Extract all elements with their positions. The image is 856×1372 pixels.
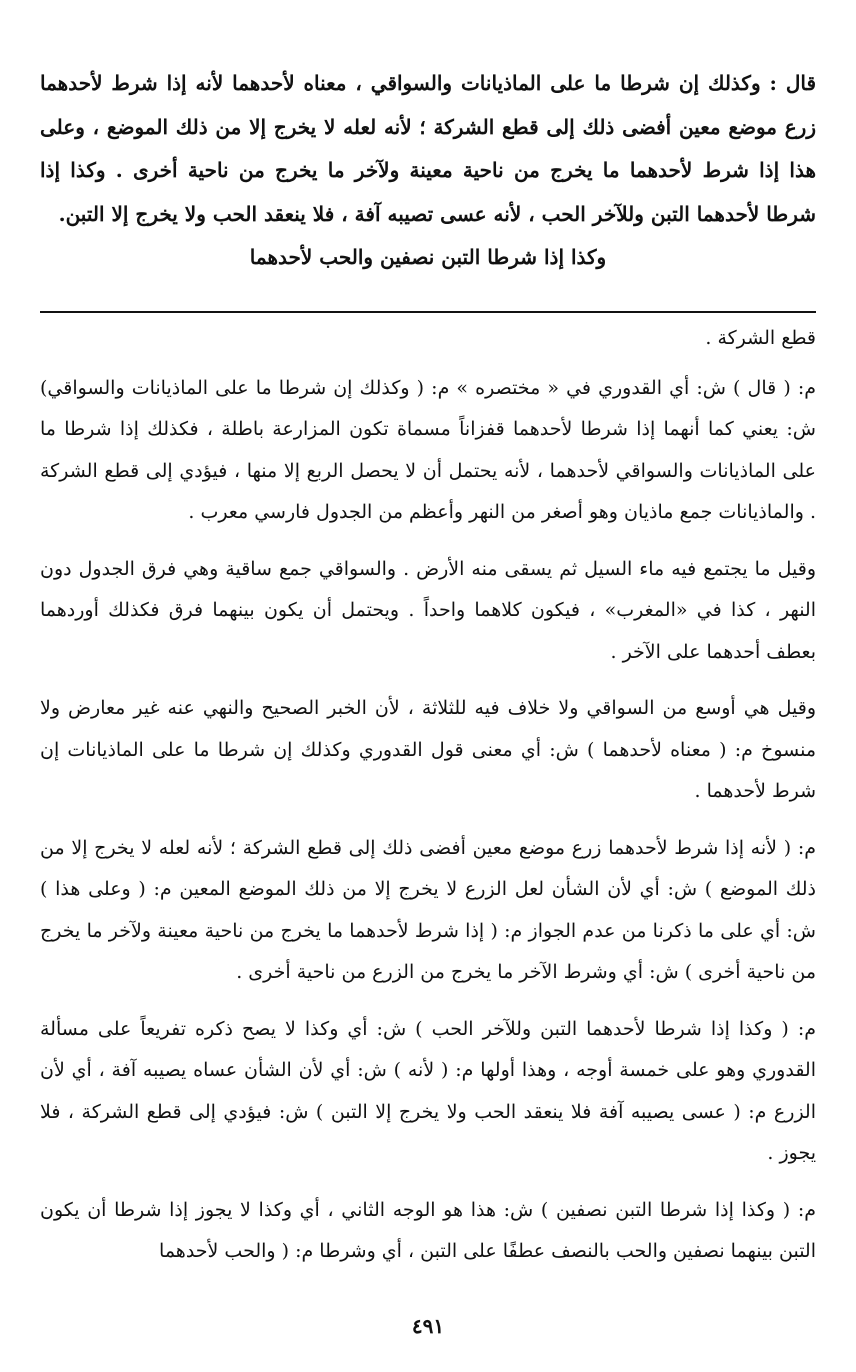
commentary-paragraph: م: ( لأنه إذا شرط لأحدهما زرع موضع معين أفضى ذلك إلى قطع الشركة ؛ لأنه لعله لا يخرج إلا من ذلك الموضع ) ش: أي لأن الشأن لعل الزرع لا يخرج إلا من ذلك الموضع المعين م: ( وعلى هذا ) ش: أي على ما ذكرنا من عدم الجواز م: ( إذا شرط لأحدهما ما يخرج من ناحية معينة ولآخر ما يخرج من ناحية أخرى ) ش: أي وشرط الآخر ما يخرج من الزرع من ناحية أخرى . xyxy=(40,836,816,983)
main-text xyxy=(40,62,816,280)
commentary-paragraph: قطع الشركة . xyxy=(705,327,816,349)
main-text-last-line: وكذا إذا شرطا التبن نصفين والحب لأحدهما xyxy=(249,245,607,269)
section-divider xyxy=(40,311,816,313)
commentary-paragraph: م: ( وكذا إذا شرطا لأحدهما التبن وللآخر الحب ) ش: أي وكذا لا يصح ذكره تفريعاً على مسألة القدوري وهو على خمسة أوجه ، وهذا أولها م: ( لأنه ) ش: أي لأن الشأن عساه يصيبه آفة ، أي لأن الزرع م: ( عسى يصيبه آفة فلا ينعقد الحب ولا يخرج إلا التبن ) ش: فيؤدي إلى قطع الشركة ، فلا يجوز . xyxy=(40,1017,816,1164)
commentary-paragraph: م: ( قال ) ش: أي القدوري في « مختصره » م: ( وكذلك إن شرطا ما على الماذيانات والسواقي) ش: يعني كما أنهما إذا شرطا لأحدهما قفزاناً مسماة تكون المزارعة باطلة ، فكذلك إذا شرطا ما على الماذيانات والسواقي لأحدهما ، لأنه يحتمل أن لا يحصل الربع إلا منها ، فيؤدي إلى قطع الشركة . والماذيانات جمع ماذيان وهو أصغر من النهر وأعظم من الجدول فارسي معرب . xyxy=(40,376,816,523)
commentary-paragraph: وقيل هي أوسع من السواقي ولا خلاف فيه للثلاثة ، لأن الخبر الصحيح والنهي عنه غير معارض ولا منسوخ م: ( معناه لأحدهما ) ش: أي معنى قول القدوري وكذلك إن شرطا ما على الماذيانات إن شرط لأحدهما . xyxy=(40,697,816,802)
main-text-paragraph: قال : وكذلك إن شرطا ما على الماذيانات والسواقي ، معناه لأحدهما لأنه إذا شرط لأحدهما زرع موضع معين أفضى ذلك إلى قطع الشركة ؛ لأنه لعله لا يخرج إلا من ذلك الموضع ، وعلى هذا إذا شرط لأحدهما ما يخرج من ناحية معينة ولآخر ما يخرج من ناحية أخرى . وكذا إذا شرطا لأحدهما التبن وللآخر الحب ، لأنه عسى تصيبه آفة ، فلا ينعقد الحب ولا يخرج إلا التبن. xyxy=(40,71,817,226)
page-number: ٤٩١ xyxy=(411,1314,445,1338)
commentary-paragraph: م: ( وكذا إذا شرطا التبن نصفين ) ش: هذا هو الوجه الثاني ، أي وكذا لا يجوز إذا شرطا أن يكون التبن بينهما نصفين والحب بالنصف عطفًا على التبن ، أي وشرطا م: ( والحب لأحدهما xyxy=(40,1198,816,1262)
commentary-paragraph: وقيل ما يجتمع فيه ماء السيل ثم يسقى منه الأرض . والسواقي جمع ساقية وهي فرق الجدول دون النهر ، كذا في «المغرب» ، فيكون كلاهما واحداً . ويحتمل أن يكون بينهما فرق فكذلك أوردهما بعطف أحدهما على الآخر . xyxy=(40,557,816,663)
commentary xyxy=(40,318,816,1288)
